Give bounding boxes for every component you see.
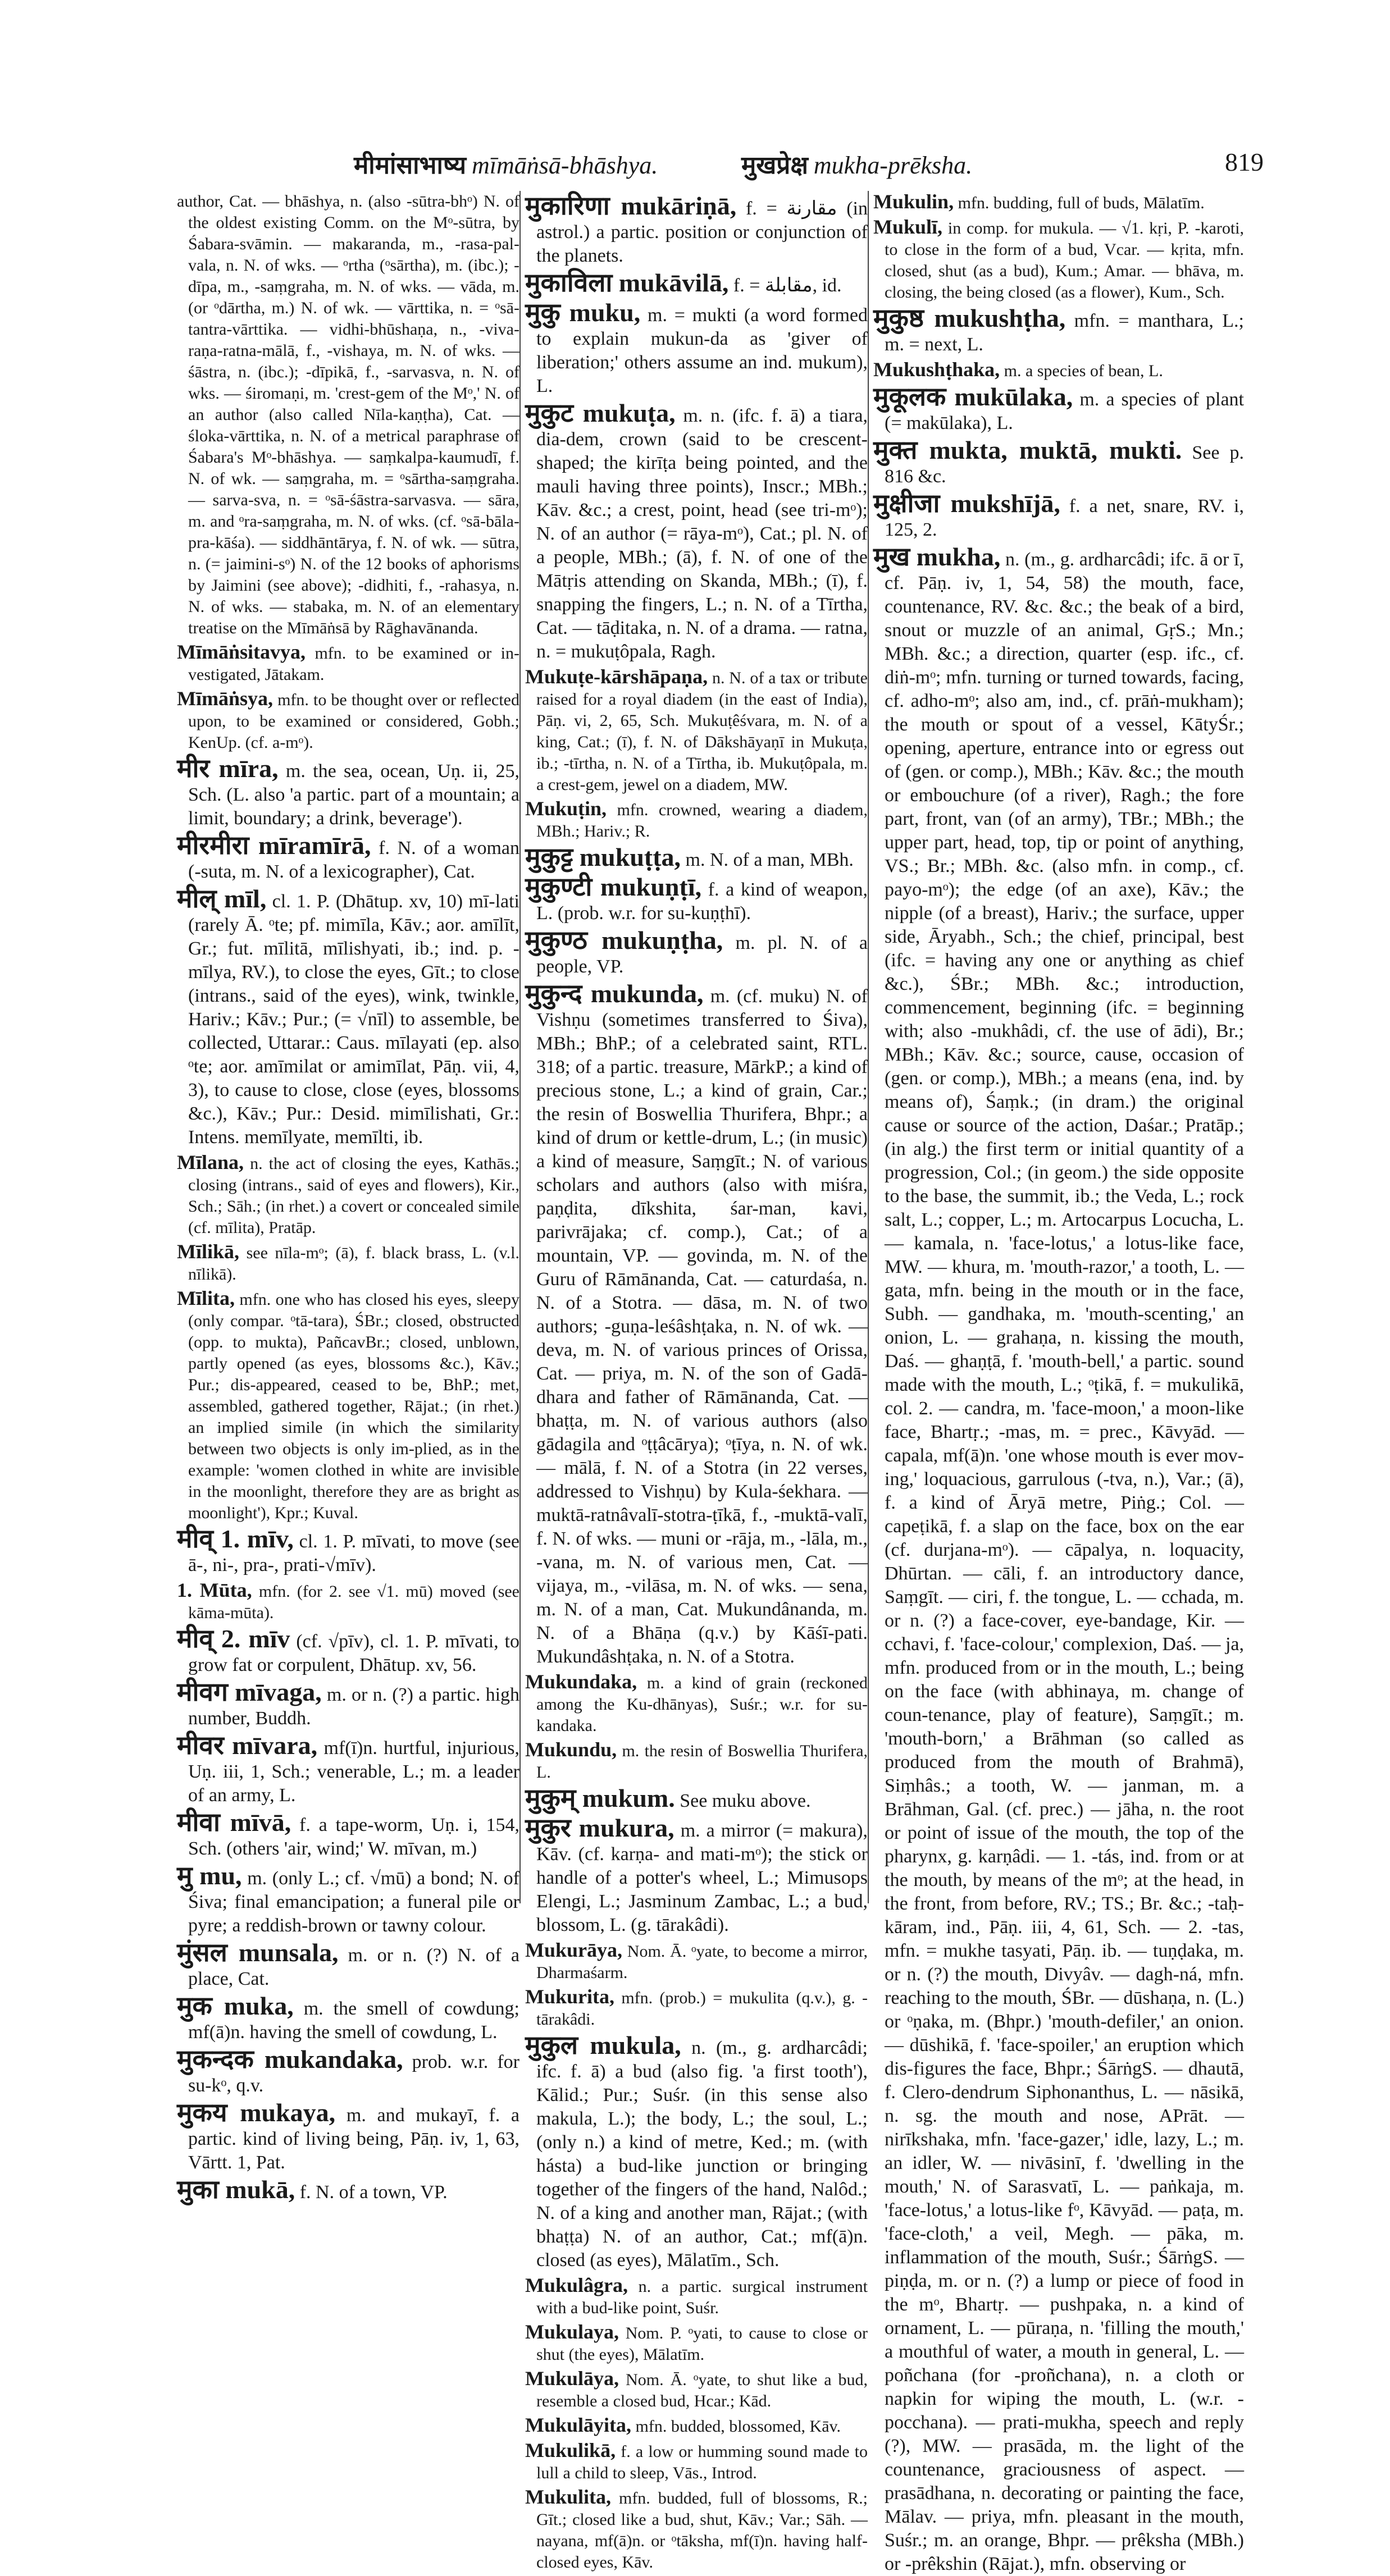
entry-definition: f. = مقارنة (in astrol.) a partic. position or conjunction of the planets.	[536, 198, 868, 266]
entry-headword: मीर mīra,	[177, 754, 279, 783]
dictionary-entry	[525, 191, 868, 268]
entry-headword: Mukulāyita,	[525, 2414, 632, 2436]
dictionary-entry	[177, 2045, 519, 2098]
entry-definition: m. a mirror (= makura), Kāv. (cf. karṇa- and mati-mᵒ); the stick or handle of a potter's wheel, L.; Mimusops Elengi, L.; Jasminum Zambac, L.; a bud, blossom, L. (g. tārakâdi).	[536, 1820, 868, 1935]
entry-definition: m. n. (ifc. f. ā) a tiara, dia-dem, crown (said to be crescent-shaped; the kirīṭa being pointed, and the mauli having three points), Inscr.; MBh.; Kāv. &c.; a crest, point, head (see tri-mᵒ); N. of an author (= rāya-mᵒ), Cat.; pl. N. of a people, MBh.; (ā), f. N. of one of the Mātṛis attending on Skanda, MBh.; (ī), f. snapping the fingers, L.; n. N. of a Tīrtha, Cat. — tāḍitaka, n. N. of a drama. — ratna, n. = mukuṭôpala, Ragh.	[536, 405, 868, 662]
entry-definition: m. or n. (?) a partic. high number, Buddh.	[188, 1684, 520, 1729]
entry-headword: Mukulī,	[873, 216, 943, 238]
entry-definition: mfn. budded, full of blossoms, R.; Gīt.; closed like a bud, shut, Kāv.; Var.; Sāh. — nayana, mf(ā)n. or ᵒtāksha, mf(ī)n. having half-closed eyes, Kāv.	[536, 2489, 868, 2572]
entry-definition: mfn. to be examined or in-vestigated, Jātakam.	[188, 644, 519, 684]
running-head-right-roman: mukha-prēksha.	[813, 152, 973, 179]
dictionary-entry	[525, 1739, 868, 1783]
entry-headword: Mukulāya,	[525, 2367, 619, 2390]
entry-definition: m. (cf. muku) N. of Vishṇu (sometimes transferred to Śiva), MBh.; BhP.; of a celebrated saint, RTL. 318; of a partic. treasure, MārkP.; a kind of precious stone, L.; a kind of grain, Car.; the resin of Boswellia Thurifera, Bhpr.; a kind of drum or kettle-drum, L.; (in music) a kind of measure, Saṃgīt.; N. of various scholars and authors (also with miśra, paṇḍita, dīkshita, śar-man, kavi, parivrājaka; cf. comp.), Cat.; of a mountain, VP. — govinda, m. N. of the Guru of Rāmānanda, Cat. — caturdaśa, n. N. of a Stotra. — dāsa, m. N. of two authors; -guṇa-leśâshṭaka, n. N. of wk. — deva, m. N. of various princes of Orissa, Cat. — priya, m. N. of the son of Gadā-dhara and father of Rāmānanda, Cat. — bhaṭṭa, m. N. of various authors (also gādagila and ᵒṭṭâcārya); ᵒṭīya, n. N. of wk. — mālā, f. N. of a Stotra (in 22 verses, addressed to Vishṇu) by Kula-śekhara. — muktā-ratnâvalī-stotra-ṭīkā, f., -muktā-valī, f. N. of wks. — muni or -rāja, m., -lāla, m., -vana, m. N. of various men, Cat. — vijaya, m., -vilāsa, m. N. of wks. — sena, m. N. of a man, Cat. Mukundânanda, m. N. of a Bhāṇa (q.v.) by Kāśī-pati. Mukundâshṭaka, n. N. of a Stotra.	[536, 986, 868, 1667]
running-head-left-roman: mīmāṅsā-bhāshya.	[472, 152, 658, 179]
entry-headword: Mīmāṅsya,	[177, 687, 273, 710]
running-head-left	[354, 147, 658, 181]
entry-definition: m. a species of plant (= makūlaka), L.	[885, 389, 1244, 433]
entry-headword: मु mu,	[177, 1861, 242, 1890]
entry-headword: Mukuṭin,	[525, 797, 607, 820]
entry-definition: cl. 1. P. (Dhātup. xv, 10) mī-lati (rarely Ā. ᵒte; pf. mimīla, Kāv.; aor. amīlīt, Gr.; fut. mīlitā, mīlishyati, ib.; ind. p. -mīlya, RV.), to close the eyes, Gīt.; to close (intrans., said of the eyes), wink, twinkle, Hariv.; Kāv.; Pur.; (= √nīl) to assemble, be collected, Uttarar.: Caus. mīlayati (ep. also ᵒte; aor. amīmilat or amimīlat, Pāṇ. vii, 4, 3), to cause to close, close (eyes, blossoms &c.), Kāv.; Pur.: Desid. mimīlishati, Gr.: Intens. memīlyate, memīlti, ib.	[188, 891, 520, 1148]
dictionary-entry	[873, 304, 1244, 357]
column-rule	[868, 191, 869, 1903]
dictionary-entry	[873, 436, 1245, 488]
entry-definition: n. a partic. surgical instrument with a bud-like point, Suśr.	[536, 2277, 868, 2317]
dictionary-entry	[525, 926, 868, 979]
entry-headword: Mukulaya,	[525, 2321, 619, 2343]
entry-definition: f. = مقابلة, id.	[733, 275, 842, 296]
entry-headword: मीरमीरा mīramīrā,	[177, 831, 371, 860]
dictionary-entry	[873, 542, 1244, 2576]
entry-definition: f. N. of a woman (-suta, m. N. of a lexicographer), Cat.	[188, 838, 520, 882]
dictionary-entry	[177, 754, 519, 830]
dictionary-entry	[873, 359, 1244, 382]
entry-definition: f. a kind of weapon, L. (prob. w.r. for su-kuṇṭhī).	[536, 879, 868, 924]
dictionary-entry	[525, 298, 868, 398]
dictionary-entry	[177, 1938, 519, 1991]
running-head-left-devanagari: मीमांसाभाष्य	[354, 152, 467, 179]
dictionary-entry	[177, 688, 519, 753]
entry-definition: See p. 816 &c.	[885, 442, 1245, 487]
entry-definition: m. the smell of cowdung; mf(ā)n. having the smell of cowdung, L.	[188, 1998, 520, 2043]
dictionary-entry	[177, 1680, 519, 1730]
entry-headword: Mukulâgra,	[525, 2274, 628, 2296]
dictionary-entry	[177, 1994, 519, 2044]
entry-headword: मुकुण्ठ mukuṇṭha,	[525, 926, 723, 954]
dictionary-entry	[177, 2175, 519, 2204]
entry-headword: मुकुट mukuṭa,	[525, 399, 676, 427]
entry-headword: Mukurāya,	[525, 1939, 623, 1961]
dictionary-entry	[177, 1287, 519, 1524]
entry-definition: m. or n. (?) N. of a place, Cat.	[188, 1945, 519, 1989]
entry-definition: Nom. Ā. ᵒyate, to become a mirror, Dharmaśarm.	[536, 1942, 868, 1982]
dictionary-entry	[525, 2440, 868, 2484]
dictionary-entry	[525, 2321, 868, 2365]
dictionary-entry	[525, 2486, 868, 2573]
dictionary-entry	[177, 641, 519, 686]
entry-headword: मुकुट्ट mukuṭṭa,	[525, 843, 681, 871]
entry-definition: m. a kind of grain (reckoned among the Ku-dhānyas), Suśr.; w.r. for su-kandaka.	[536, 1674, 868, 1735]
entry-headword: मुक muka,	[177, 1992, 294, 2020]
dictionary-entry	[873, 382, 1244, 435]
entry-headword: Mukushṭhaka,	[873, 358, 1000, 381]
column-1	[177, 191, 520, 2204]
dictionary-entry	[525, 1986, 868, 2030]
entry-headword: मुकुण्टी mukuṇṭī,	[525, 873, 702, 901]
dictionary-entry	[525, 979, 868, 1669]
dictionary-entry	[177, 1579, 519, 1624]
dictionary-entry	[177, 1152, 519, 1239]
entry-definition: n. the act of closing the eyes, Kathās.; closing (intrans., said of eyes and flowers), Kir., Sch.; Sāh.; (in rhet.) a covert or concealed simile (cf. mīlita), Pratāp.	[188, 1154, 519, 1237]
entry-definition: f. N. of a town, VP.	[299, 2182, 448, 2203]
entry-definition: prob. w.r. for su-kᵒ, q.v.	[188, 2052, 519, 2096]
entry-headword: मीवग mīvaga,	[177, 1678, 322, 1706]
dictionary-entry	[525, 1816, 868, 1937]
entry-headword: मुकय mukaya,	[177, 2098, 336, 2127]
dictionary-entry	[873, 216, 1244, 303]
entry-headword: मुकुष्ठ mukushṭha,	[873, 304, 1066, 332]
entry-definition: mfn. = manthara, L.; m. = next, L.	[885, 310, 1244, 355]
entry-definition: cl. 1. P. mīvati, to move (see ā-, ni-, pra-, prati-√mīv).	[188, 1531, 520, 1575]
entry-headword: मील् mīl,	[177, 884, 267, 913]
entry-definition: m. pl. N. of a people, VP.	[536, 933, 868, 977]
entry-headword: मीव् 1. mīv,	[177, 1524, 294, 1553]
entry-headword: मुक्षीजा mukshījā,	[873, 489, 1060, 518]
dictionary-entry	[177, 1731, 519, 1807]
dictionary-entry	[525, 401, 868, 664]
dictionary-entry	[525, 2274, 868, 2319]
entry-headword: Mukundaka,	[525, 1670, 637, 1693]
entry-headword: मुकुल mukula,	[525, 2031, 681, 2059]
dictionary-entry	[177, 1808, 520, 1861]
dictionary-entry	[177, 1624, 520, 1677]
entry-headword: मुकुन्द mukunda,	[525, 979, 704, 1008]
page-number: 819	[1225, 148, 1264, 176]
entry-headword: Mukuṭe-kārshāpaṇa,	[525, 665, 708, 688]
running-head-right	[741, 147, 972, 181]
dictionary-entry	[873, 489, 1244, 542]
entry-headword: 1. Mūta,	[177, 1579, 252, 1601]
entry-definition: see nīla-mᵒ; (ā), f. black brass, L. (v.l. nīlikā).	[188, 1244, 520, 1284]
entry-definition: mfn. (for 2. see √1. mū) moved (see kāma-mūta).	[188, 1582, 520, 1622]
entry-definition: mfn. budding, full of buds, Mālatīm.	[958, 194, 1205, 212]
entry-definition: mfn. (prob.) = mukulita (q.v.), g. -tārakâdi.	[536, 1989, 868, 2029]
dictionary-entry	[525, 843, 868, 872]
dictionary-entry	[177, 1241, 519, 1285]
entry-headword: मुकुर mukura,	[525, 1814, 675, 1842]
entry-headword: Mukundu,	[525, 1738, 617, 1761]
entry-definition: Nom. P. ᵒyati, to cause to close or shut (the eyes), Mālatīm.	[536, 2324, 868, 2364]
dictionary-entry	[177, 831, 520, 884]
column-rule	[519, 191, 521, 1903]
entry-headword: Mukulin,	[873, 190, 954, 213]
entry-definition: mfn. crowned, wearing a diadem, MBh.; Hariv.; R.	[536, 801, 868, 841]
column-3	[873, 190, 1245, 2574]
dictionary-entry	[525, 666, 868, 796]
dictionary-entry	[525, 1671, 868, 1737]
entry-definition: (cf. √pīv), cl. 1. P. mīvati, to grow fat or corpulent, Dhātup. xv, 56.	[188, 1631, 520, 1675]
entry-definition: mfn. one who has closed his eyes, sleepy (only compar. ᵒtā-tara), ŚBr.; closed, obstructed (opp. to mukta), PañcavBr.; closed, unblown, partly opened (as eyes, blossoms &c.), Kāv.; Pur.; dis-appeared, ceased to be, BhP.; met, assembled, gathered together, Rājat.; (in rhet.) an implied simile (in which the similarity between two objects is only im-plied, as in the example: 'women clothed in white are invisible in the moonlight, therefore they are as bright as moonlight'), Kpr.; Kuval.	[188, 1290, 519, 1522]
entry-headword: मुकुम् mukum.	[525, 1784, 675, 1812]
entry-headword: Mīmāṅsitavya,	[177, 641, 306, 663]
entry-headword: Mukurita,	[525, 1985, 615, 2008]
entry-headword: मुक्त mukta, muktā, mukti.	[873, 436, 1182, 464]
entry-headword: मीवा mīvā,	[177, 1808, 291, 1837]
entry-headword: मुंसल munsala,	[177, 1938, 339, 1967]
dictionary-entry	[177, 2098, 520, 2175]
dictionary-entry	[525, 2031, 868, 2272]
entry-definition: mfn. budded, blossomed, Kāv.	[635, 2417, 841, 2436]
entry-headword: Mīlikā,	[177, 1240, 240, 1263]
entry-definition: Nom. Ā. ᵒyate, to shut like a bud, resemble a closed bud, Hcar.; Kād.	[536, 2371, 868, 2410]
dictionary-entry	[525, 2368, 868, 2412]
entry-headword: मुकु muku,	[525, 298, 641, 327]
entry-headword: मीवर mīvara,	[177, 1731, 318, 1760]
dictionary-entry	[525, 798, 868, 842]
entry-definition: m. the sea, ocean, Uṇ. ii, 25, Sch. (L. also 'a partic. part of a mountain; a limit, boundary; a drink, beverage').	[188, 761, 519, 829]
entry-headword: Mukulita,	[525, 2486, 612, 2508]
entry-headword: मुकन्दक mukandaka,	[177, 2045, 403, 2073]
entry-headword: Mīlana,	[177, 1151, 244, 1173]
entry-definition: mf(ī)n. hurtful, injurious, Uṇ. iii, 1, Sch.; venerable, L.; m. a leader of an army, L.	[188, 1738, 519, 1806]
column-2	[525, 191, 868, 2572]
entry-definition: author, Cat. — bhāshya, n. (also -sūtra-bhᵒ) N. of the oldest existing Comm. on the Mᵒ-sūtra, by Śabara-svāmin. — makaranda, m., -rasa-pal-vala, n. N. of wks. — ᵒrtha (ᵒsārtha), m. (ibc.); -dīpa, m., -saṃgraha, m. N. of wks. — vāda, m. (or ᵒdārtha, m.) N. of wk. — vārttika, n. = ᵒsā-tantra-vārttika. — vidhi-bhūshaṇa, n., -viva-raṇa-ratna-mālā, f., -vishaya, m. N. of wks. — śāstra, n. (ibc.); -dīpikā, f., -sarvasva, n. N. of wks. — śiromaṇi, m. 'crest-gem of the Mᵒ,' N. of an author (also called Nīla-kaṇṭha), Cat. — śloka-vārttika, n. N. of a metrical paraphrase of Śabara's Mᵒ-bhāshya. — saṃkalpa-kaumudī, f. N. of wk. — saṃgraha, m. = ᵒsārtha-saṃgraha. — sarva-sva, n. = ᵒsā-śāstra-sarvasva. — sāra, m. and ᵒra-saṃgraha, m. N. of wks. (cf. ᵒsā-bāla-pra-kāśa). — siddhāntārya, f. N. of wk. — sūtra, n. (= jaimini-sᵒ) N. of the 12 books of aphorisms by Jaimini (see above); -didhiti, f., -rahasya, n. N. of wks. — stabaka, m. N. of an elementary treatise on the Mīmāṅsā by Rāghavānanda.	[177, 192, 519, 637]
entry-definition: f. a net, snare, RV. i, 125, 2.	[885, 496, 1244, 540]
dictionary-entry	[873, 191, 1244, 214]
entry-definition: m. N. of a man, MBh.	[685, 849, 854, 870]
entry-headword: मुकारिणा mukāriṇā,	[525, 191, 737, 220]
entry-definition: m. a species of bean, L.	[1004, 362, 1163, 380]
dictionary-entry	[177, 884, 520, 1149]
entry-headword: Mukulikā,	[525, 2439, 616, 2461]
running-head-right-devanagari: मुखप्रेक्ष	[741, 152, 808, 179]
entry-definition: mfn. to be thought over or reflected upon, to be examined or considered, Gobh.; KenUp. (cf. a-mᵒ).	[188, 691, 519, 752]
dictionary-entry	[525, 1784, 868, 1813]
dictionary-entry	[525, 1939, 868, 1984]
entry-definition: m. the resin of Boswellia Thurifera, L.	[536, 1742, 868, 1782]
entry-headword: मुका mukā,	[177, 2175, 295, 2204]
entry-definition: See muku above.	[680, 1791, 811, 1811]
entry-definition: n. N. of a tax or tribute raised for a royal diadem (in the east of India), Pāṇ. vi, 2, 65, Sch. Mukuṭêśvara, m. N. of a king, Cat.; (ī), f. N. of Dākshāyaṇī in Mukuṭa, ib.; -tīrtha, n. N. of a Tīrtha, ib. Mukuṭôpala, m. a crest-gem, jewel on a diadem, MW.	[536, 669, 868, 794]
entry-headword: मीव् 2. mīv	[177, 1624, 290, 1653]
entry-definition: n. (m., g. ardharcâdi; ifc. f. ā) a bud (also fig. 'a first tooth'), Kālid.; Pur.; Suśr. (in this sense also makula, L.); the body, L.; the soul, L.; (only n.) a kind of metre, Ked.; m. (with hásta) a bud-like junction or bringing together of the fingers of the hand, Nalôd.; N. of a king and another man, Rājat.; (with bhaṭṭa) N. of an author, Cat.; mf(ā)n. closed (as eyes), Mālatīm., Sch.	[536, 2038, 868, 2271]
entry-definition: m. = mukti (a word formed to explain mukun-da as 'giver of liberation;' others assume an ind. mukum), L.	[536, 305, 868, 396]
entry-definition: m. (only L.; cf. √mū) a bond; N. of Śiva; final emancipation; a funeral pile or pyre; a reddish-brown or tawny colour.	[188, 1868, 520, 1936]
dictionary-entry	[525, 2414, 868, 2437]
entry-headword: मुख mukha,	[873, 542, 1001, 571]
entry-definition: f. a tape-worm, Uṇ. i, 154, Sch. (others 'air, wind;' W. mīvan, m.)	[188, 1815, 520, 1859]
entry-definition: m. and mukayī, f. a partic. kind of living being, Pāṇ. iv, 1, 63, Vārtt. 1, Pat.	[188, 2105, 520, 2173]
dictionary-entry	[525, 875, 868, 925]
dictionary-entry	[177, 1524, 520, 1577]
dictionary-entry	[525, 268, 868, 298]
page-header	[163, 147, 1264, 181]
entry-headword: Mīlita,	[177, 1287, 235, 1309]
entry-headword: मुकूलक mukūlaka,	[873, 382, 1073, 411]
entry-definition: n. (m., g. ardharcâdi; ifc. ā or ī, cf. Pāṇ. iv, 1, 54, 58) the mouth, face, countenance, RV. &c. &c.; the beak of a bird, snout or muzzle of an animal, GṛS.; Mn.; MBh. &c.; a direction, quarter (esp. ifc., cf. diṅ-mᵒ; mfn. turning or turned towards, facing, cf. adho-mᵒ; also am, ind., cf. prāṅ-mukham); the mouth or spout of a vessel, KātyŚr.; opening, aperture, entrance into or egress out of (gen. or comp.), MBh.; Kāv. &c.; the mouth or embouchure (of a river), Ragh.; the fore part, front, van (of an army), TBr.; MBh.; the upper part, head, top, tip or point of anything, VS.; Br.; MBh. &c. (also mfn. in comp., cf. payo-mᵒ); the edge (of an axe), Kāv.; the nipple (of a breast), Hariv.; the surface, upper side, Āryabh., Sch.; the chief, principal, best (ifc. = having any one or anything as chief &c.), ŚBr.; MBh. &c.; introduction, commencement, beginning (ifc. = beginning with; also -mukhâdi, cf. the use of ādi), Br.; MBh.; Kāv. &c.; source, cause, occasion of (gen. or comp.), MBh.; a means (ena, ind. by means of), Śaṃk.; (in dram.) the original cause or source of the action, Daśar.; Pratāp.; (in alg.) the first term or initial quantity of a progression, Col.; (in geom.) the side opposite to the base, the summit, ib.; the Veda, L.; rock salt, L.; copper, L.; m. Artocarpus Locucha, L. — kamala, n. 'face-lotus,' a lotus-like face, MW. — khura, m. 'mouth-razor,' a tooth, L. — gata, mfn. being in the mouth or in the face, Subh. — gandhaka, m. 'mouth-scenting,' an onion, L. — grahaṇa, n. kissing the mouth, Daś. — ghaṇṭā, f. 'mouth-bell,' a partic. sound made with the mouth, L.; ᵒṭikā, f. = mukulikā, col. 2. — candra, m. 'face-moon,' a moon-like face, Bhartṛ.; -mas, m. = prec., Kāvyād. — capala, mf(ā)n. 'one whose mouth is ever mov-ing,' loquacious, garrulous (-tva, n.), Var.; (ā), f. a kind of Āryā metre, Piṅg.; Col. — capeṭikā, f. a slap on the face, box on the ear (cf. durjana-mᵒ). — cāpalya, n. loquacity, Dhūrtan. — cāli, f. an introductory dance, Saṃgīt. — ciri, f. the tongue, L. — cchada, m. or n. (?) a face-cover, eye-bandage, Kir. — cchavi, f. 'face-colour,' complexion, Daś. — ja, mfn. produced from or in the mouth, L.; being on the face (with abhinaya, m. change of coun-tenance, play of feature), Saṃgīt.; m. 'mouth-born,' a Brāhman (so called as produced from the mouth of Brahmā), Siṃhâs.; a tooth, W. — janman, m. a Brāhman, Gal. (cf. prec.) — jāha, n. the root or point of issue of the mouth, the top of the pharynx, g. karṇâdi. — 1. -tás, ind. from or at the mouth, by means of the mᵒ; at the head, in the front, from before, RV.; TS.; Br. &c.; -taḥ-kāram, ind., Pāṇ. iii, 4, 61, Sch. — 2. -tas, mfn. = mukhe tasyati, Pāṇ. ib. — tuṇḍaka, m. or n. (?) the mouth, Divyâv. — dagh-ná, mfn. reaching to the mouth, ŚBr. — dūshaṇa, n. (L.) or ᵒṇaka, m. (Bhpr.) 'mouth-defiler,' an onion. — dūshikā, f. 'face-spoiler,' an eruption which dis-figures the face, Bhpr.; ŚārṅgS. — dhautā, f. Clero-dendrum Siphonanthus, L. — nāsikā, n. sg. the mouth and nose, APrāt. — nirīkshaka, mfn. 'face-gazer,' idle, lazy, L.; m. an idler, W. — nivāsinī, f. 'dwelling in the mouth,' N. of Sarasvatī, L. — paṅkaja, m. 'face-lotus,' a lotus-like fᵒ, Kāvyād. — paṭa, m. 'face-cloth,' a veil, Megh. — pāka, m. inflammation of the mouth, Suśr.; ŚārṅgS. — piṇḍa, m. or n. (?) a lump or piece of food in the mᵒ, Bhartṛ. — pushpaka, n. a kind of ornament, L. — pūraṇa, n. 'filling the mouth,' a mouthful of water, a mouth in general, L. — poñchana (for -proñchana), n. a cloth or napkin for wiping the mouth, L. (w.r. -pocchana). — prati-mukha, speech and reply (?), MW. — prasāda, m. the light of the countenance, graciousness of aspect. — prasādhana, n. decorating or painting the face, Mālav. — priya, mfn. pleasant in the mouth, Suśr.; m. an orange, Bhpr. — prêksha (MBh.) or -prêkshin (Rājat.), mfn. observing or	[885, 549, 1244, 2574]
dictionary-entry	[177, 191, 519, 639]
entry-definition: in comp. for mukula. — √1. kṛi, P. -karoti, to close in the form of a bud, Vcar. — kṛita, mfn. closed, shut (as a bud), Kum.; Amar. — bhāva, m. closing, the being closed (as a flower), Kum., Sch.	[885, 219, 1244, 302]
entry-headword: मुकाविला mukāvilā,	[525, 268, 729, 297]
dictionary-entry	[177, 1861, 520, 1938]
entry-definition: f. a low or humming sound made to lull a child to sleep, Vās., Introd.	[536, 2442, 868, 2482]
